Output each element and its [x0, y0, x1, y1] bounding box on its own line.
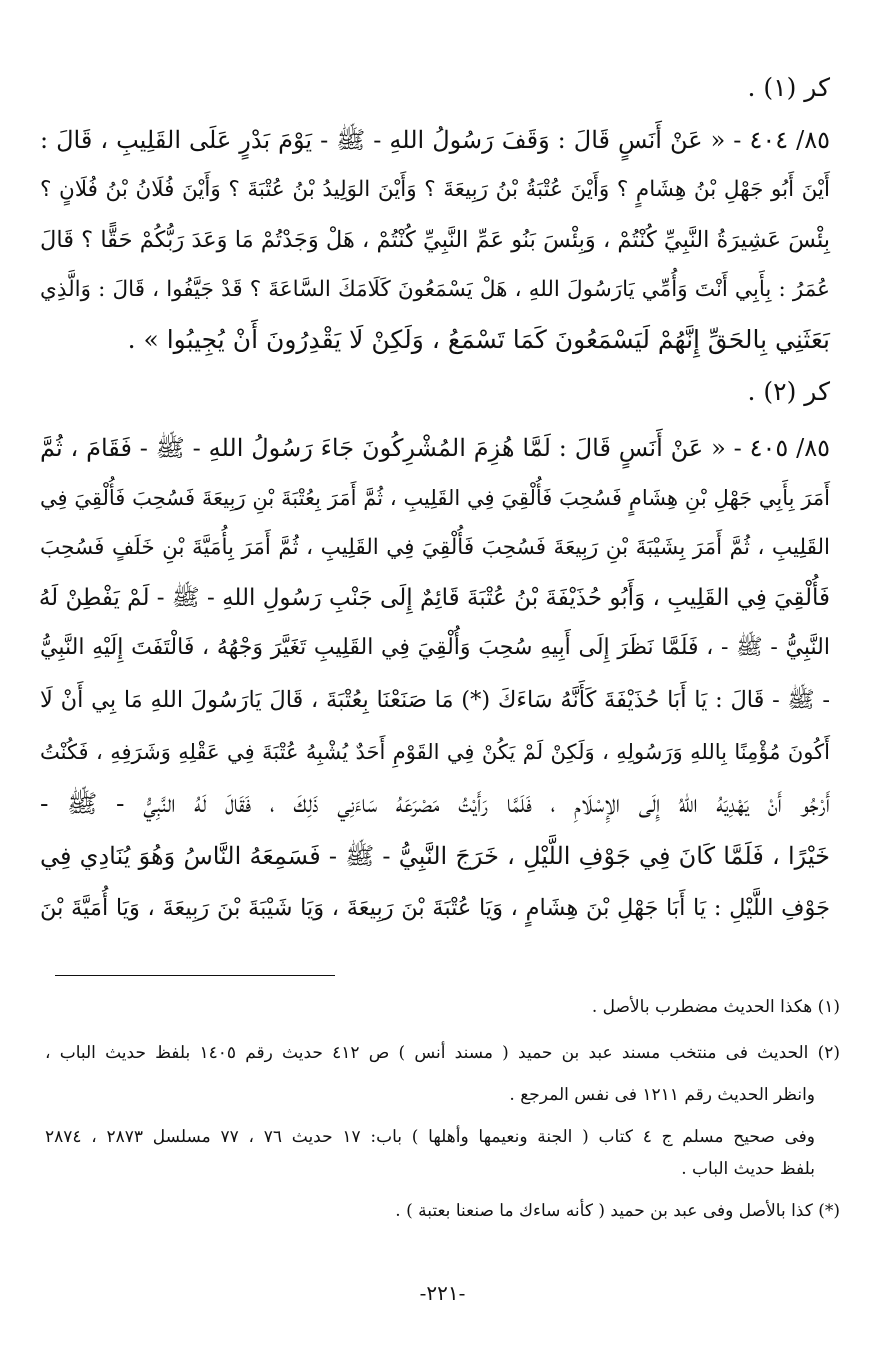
hadith-405-line-8: أَرْجُو أَنْ يَهْدِيَهُ اللهُ إِلَى الإِسْلَامِ ، فَلَمَّا رَأَيْتُ مَصْرَعَهُ سَاءَنِي ذَلِكَ ، فَقَالَ لَهُ النَّبِيُّ - ﷺ - [40, 789, 830, 818]
hadith-404-line-4: عُمَرُ : بِأَبِي أَنْتَ وَأُمِّي يَارَسُولَ اللهِ ، هَلْ يَسْمَعُونَ كَلَامَكَ السَّاعَةَ ؟ قَدْ جَيَّفُوا ، قَالَ : وَالَّذِي [40, 277, 830, 302]
source-reference-2: كر (٢) . [747, 377, 830, 406]
hadith-405-line-9: خَيْرًا ، فَلَمَّا كَانَ فِي جَوْفِ اللَّيْلِ ، خَرَجَ النَّبِيُّ - ﷺ - فَسَمِعَهُ النَّاسُ وَهُوَ يُنَادِي فِي [40, 842, 831, 870]
source-reference-1: كر (١) . [747, 73, 830, 102]
footnote-star: (*) كذا بالأصل وفى عبد بن حميد ( كأنه ساءك ما صنعنا بعتبة ) . [395, 1201, 840, 1221]
footnote-1: (١) هكذا الحديث مضطرب بالأصل . [591, 997, 840, 1017]
footnote-2-line-3: وفى صحيح مسلم ج ٤ كتاب ( الجنة ونعيمها وأهلها ) باب: ١٧ حديث ٧٦ ، ٧٧ مسلسل ٢٨٧٣ ، ٢٨٧٤ [45, 1127, 816, 1147]
hadith-405-line-2: أَمَرَ بِأَبِي جَهْلِ بْنِ هِشَامٍ فَسُحِبَ فَأُلْقِيَ فِي القَلِيبِ ، ثُمَّ أَمَرَ بِعُتْبَةَ بْنِ رَبِيعَةَ فَسُحِبَ فَأُلْقِيَ فِي [40, 486, 830, 510]
hadith-404-line-1: ٨٥/ ٤٠٤ - « عَنْ أَنَسٍ قَالَ : وَقَفَ رَسُولُ اللهِ - ﷺ - يَوْمَ بَدْرٍ عَلَى القَلِيبِ ، قَالَ : [40, 126, 830, 154]
hadith-404-line-2: أَيْنَ أَبُو جَهْلِ بْنُ هِشَامٍ ؟ وَأَيْنَ عُتْبَةُ بْنُ رَبِيعَةَ ؟ وَأَيْنَ الوَلِيدُ بْنُ عُتْبَةَ ؟ وَأَيْنَ فُلَانُ بْنُ فُلَانٍ ؟ [40, 177, 830, 202]
hadith-405-line-3: القَلِيبِ ، ثُمَّ أَمَرَ بِشَيْبَةَ بْنِ رَبِيعَةَ فَسُحِبَ فَأُلْقِيَ فِي القَلِيبِ ، ثُمَّ أَمَرَ بِأُمَيَّةَ بْنِ خَلَفٍ فَسُحِبَ [40, 535, 831, 560]
hadith-405-line-7: أَكُونَ مُؤْمِنًا بِاللهِ وَرَسُولِهِ ، وَلَكِنْ لَمْ يَكُنْ فِي القَوْمِ أَحَدٌ يُشْبِهُ عُتْبَةَ فِي عَقْلِهِ وَشَرَفِهِ ، فَكُنْتُ [40, 740, 830, 764]
page-number: -٢٢١- [419, 1281, 466, 1305]
hadith-404-line-5: بَعَثَنِي بِالحَقِّ إِنَّهُمْ لَيَسْمَعُونَ كَمَا تَسْمَعُ ، وَلَكِنْ لَا يَقْدِرُونَ أَنْ يُجِيبُوا » . [127, 325, 830, 354]
hadith-405-line-1: ٨٥/ ٤٠٥ - « عَنْ أَنَسٍ قَالَ : لَمَّا هُزِمَ المُشْرِكُونَ جَاءَ رَسُولُ اللهِ - ﷺ - فَقَامَ ، ثُمَّ [40, 434, 830, 462]
hadith-404-line-3: بِئْسَ عَشِيرَةُ النَّبِيِّ كُنْتُمْ ، وَبِئْسَ بَنُو عَمِّ النَّبِيِّ كُنْتُمْ ، هَلْ وَجَدْتُمْ مَا وَعَدَ رَبُّكُمْ حَقًّا ؟ قَالَ [40, 227, 830, 253]
footnote-2-line-1: (٢) الحديث فى منتخب مسند عبد بن حميد ( مسند أنس ) ص ٤١٢ حديث رقم ١٤٠٥ بلفظ حديث الباب ، [45, 1043, 840, 1063]
hadith-405-line-5: النَّبِيُّ - ﷺ - ، فَلَمَّا نَظَرَ إِلَى أَبِيهِ سُحِبَ وَأُلْقِيَ فِي القَلِيبِ تَغَيَّرَ وَجْهُهُ ، فَالْتَفَتَ إِلَيْهِ النَّبِيُّ [40, 635, 830, 660]
hadith-405-line-10: جَوْفِ اللَّيْلِ : يَا أَبَا جَهْلِ بْنَ هِشَامٍ ، وَيَا عُتْبَةَ بْنَ رَبِيعَةَ ، وَيَا شَيْبَةَ بْنَ رَبِيعَةَ ، وَيَا أُمَيَّةَ بْنَ [40, 895, 830, 921]
hadith-405-line-6: - ﷺ - قَالَ : يَا أَبَا حُذَيْفَةَ كَأَنَّهُ سَاءَكَ (*) مَا صَنَعْنَا بِعُتْبَةَ ، قَالَ يَارَسُولَ اللهِ مَا بِي أَنْ لَا [40, 687, 830, 713]
footnote-2-line-2: وانظر الحديث رقم ١٢١١ فى نفس المرجع . [509, 1085, 815, 1105]
footnote-separator [55, 975, 335, 976]
footnote-2-line-4: بلفظ حديث الباب . [681, 1159, 815, 1179]
hadith-405-line-4: فَأُلْقِيَ فِي القَلِيبِ ، وَأَبُو حُذَيْفَةَ بْنُ عُتْبَةَ قَائِمٌ إِلَى جَنْبِ رَسُولِ اللهِ - ﷺ - لَمْ يَفْطِنْ لَهُ [38, 585, 830, 611]
